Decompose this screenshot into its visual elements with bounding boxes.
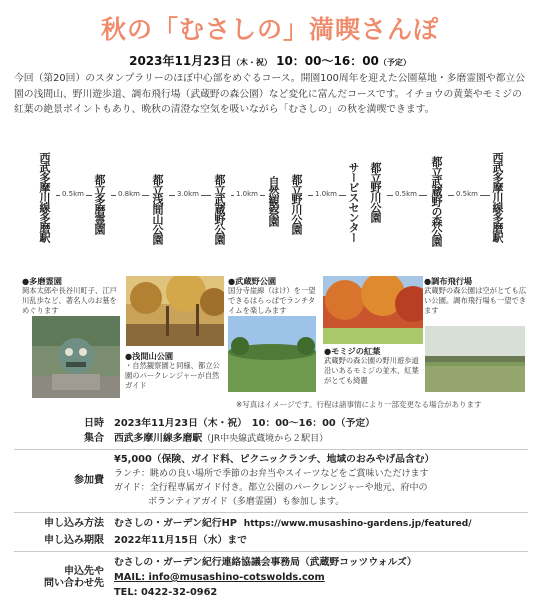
caption-tama — [22, 276, 124, 316]
route-stop-7: サービスセンター — [347, 162, 360, 242]
caption-chofu-text: 武蔵野の森公園は空がとても広い公園。調布飛行場も一望できます — [424, 286, 527, 315]
apply-label: 申し込み方法 — [44, 518, 104, 529]
caption-sengen — [125, 351, 225, 391]
photo-tama-monument — [32, 316, 120, 398]
divider — [14, 512, 528, 513]
caption-tama-title: ●多磨霊園 — [22, 276, 62, 286]
route-stop-1: 西武多摩川線多磨駅 — [38, 152, 51, 242]
meet-value-row — [114, 432, 328, 446]
photo-sengen-forest — [126, 276, 224, 346]
photo-chofu-airfield — [425, 326, 525, 392]
caption-chofu-title: ●調布飛行場 — [424, 276, 473, 286]
route-distance: 3.0km — [177, 190, 200, 198]
caption-sengen-text: ・自然観察園と同様、都立公園のパークレンジャーが自然ガイド — [125, 361, 220, 390]
caption-tama-text: 岡本太郎や長谷川町子、江戸川乱歩など、著名人のお墓をめぐります — [22, 286, 117, 315]
route-stop-6: 都立野川公園 — [290, 174, 303, 234]
route-diagram — [0, 150, 540, 262]
route-stop-10: 西武多摩川線多磨駅 — [491, 152, 504, 242]
route-stop-5: 自然観察園 — [267, 176, 280, 226]
date-main: 2023年11月23日 — [129, 54, 232, 68]
caption-momiji — [324, 346, 424, 386]
caption-sengen-title: ●浅間山公園 — [125, 351, 174, 361]
route-distance: 0.5km — [395, 190, 418, 198]
time-note: （予定） — [378, 58, 411, 67]
contact-mail-link[interactable]: MAIL: info@musashino-cotswolds.com — [114, 572, 325, 583]
fee-value: ¥5,000（保険、ガイド料、ピクニックランチ、地域のおみやげ品含む） — [114, 454, 435, 465]
caption-chofu — [424, 276, 528, 316]
photo-musashino-field — [228, 316, 316, 392]
apply-url-link[interactable]: https://www.musashino-gardens.jp/featured/ — [243, 519, 472, 529]
meet-label: 集合 — [84, 433, 104, 444]
deadline-label: 申し込み期限 — [44, 535, 104, 546]
date-value: 2023年11月23日（木・祝） 10：00〜16：00（予定） — [114, 418, 375, 429]
apply-value-row — [114, 517, 472, 531]
fee-guide-2: ボランティアガイド（多磨霊園）も参加します。 — [148, 497, 345, 507]
route-distance: 0.5km — [456, 190, 479, 198]
page-title: 秋の「むさしの」満喫さんぽ — [100, 15, 439, 44]
meet-value: 西武多摩川線多磨駅 — [114, 433, 203, 444]
route-stop-3: 都立浅間山公園 — [151, 174, 164, 244]
deadline-value: 2022年11月15日（水）まで — [114, 535, 247, 546]
meet-note: （JR中央線武蔵境から２駅目） — [202, 434, 329, 444]
caption-musashino-text: 国分寺崖線（はけ）を一望できるはらっぱでランチタイムを楽しみます — [228, 286, 316, 315]
date-dow: （木・祝） — [231, 58, 272, 67]
photo-momiji-autumn — [323, 276, 423, 344]
contact-label-line1: 申込先や — [64, 566, 104, 577]
photo-disclaimer: ※写真はイメージです。行程は諸事情により一部変更なる場合があります — [236, 400, 482, 409]
divider — [14, 449, 528, 450]
event-date-headline — [0, 52, 540, 69]
caption-musashino — [228, 276, 322, 316]
route-stop-8: 都立野川公園 — [369, 162, 382, 222]
caption-musashino-title: ●武蔵野公園 — [228, 276, 277, 286]
route-stop-2: 都立多磨霊園 — [93, 174, 106, 234]
contact-label-line2: 問い合わせ先 — [44, 578, 104, 589]
caption-momiji-text: 武蔵野の森公園の野川遊歩道沿いあるモミジの並木、紅葉がとても綺麗 — [324, 356, 419, 385]
fee-label: 参加費 — [74, 475, 104, 486]
contact-label — [18, 566, 104, 590]
date-label: 日時 — [84, 418, 104, 429]
caption-momiji-title: ●モミジの紅葉 — [324, 346, 381, 356]
fee-guide: ガイド：全行程専属ガイド付き。都立公園のパークレンジャーや地元、府中の — [114, 483, 428, 493]
divider — [14, 551, 528, 552]
route-distance: 0.5km — [62, 190, 85, 198]
contact-tel: TEL: 0422-32-0962 — [114, 587, 218, 598]
route-stop-4: 都立武蔵野公園 — [213, 174, 226, 244]
route-distance: 0.8km — [118, 190, 141, 198]
intro-paragraph: 今回（第20回）のスタンプラリーのほぼ中心部をめぐるコース。開園100周年を迎えた公園墓地・多磨霊園や都立公園の浅間山、野川遊歩道、調布飛行場（武蔵野の森公園）など変化に富んだコースです。イチョウの黄葉やモミジの紅葉の絶景ポイントもあり、晩秋の清澄な空気を吸いながら「むさしの」の秋を満喫できます。 — [14, 73, 526, 116]
route-stop-9: 都立武蔵野の森公園 — [430, 156, 443, 246]
fee-lunch: ランチ：眺めの良い場所で季節のお弁当やスイーツなどをご賞味いただけます — [114, 469, 429, 479]
time-main: 10：00〜16：00 — [276, 54, 379, 68]
contact-org: むさしの・ガーデン紀行連絡協議会事務局（武蔵野コッツウォルズ） — [114, 557, 417, 568]
route-distance: 1.0km — [236, 190, 259, 198]
route-distance: 1.0km — [315, 190, 338, 198]
apply-value: むさしの・ガーデン紀行HP — [114, 518, 237, 529]
